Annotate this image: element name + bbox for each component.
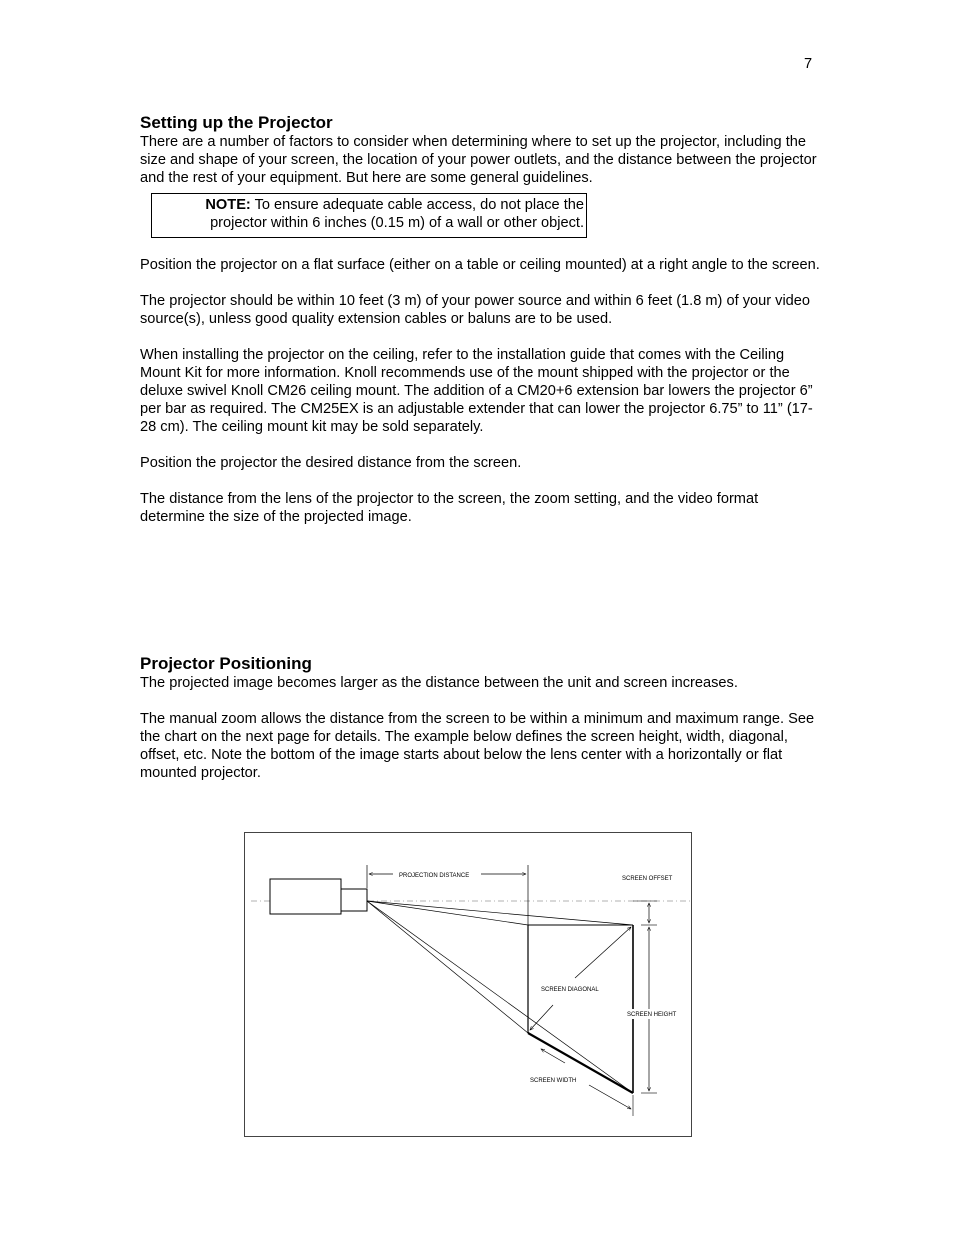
diagonal-arrow — [530, 1005, 553, 1030]
label-screen-width: SCREEN WIDTH — [530, 1078, 577, 1084]
paragraph: The projected image becomes larger as the distance between the unit and screen increases. — [140, 675, 738, 691]
label-screen-diagonal: SCREEN DIAGONAL — [541, 987, 599, 993]
section-heading-positioning: Projector Positioning — [140, 654, 312, 673]
note-text-line1: To ensure adequate cable access, do not place the — [250, 197, 584, 213]
intro-paragraph: There are a number of factors to consider when determining where to set up the projector, including the size and shape of your screen, the location of your power outlets, and the distance between the projector and the rest of your equipment. But here are some general guidelines. — [140, 134, 817, 186]
section-projector-positioning — [140, 654, 820, 782]
note-label: NOTE: — [205, 197, 251, 213]
label-screen-height: SCREEN HEIGHT — [627, 1012, 677, 1018]
note-box — [151, 193, 587, 238]
projection-ray — [367, 901, 633, 925]
section-setting-up — [140, 113, 820, 526]
page-number: 7 — [804, 56, 813, 72]
note-text-line2: projector within 6 inches (0.15 m) of a wall or other object. — [210, 215, 584, 231]
paragraph: Position the projector on a flat surface (either on a table or ceiling mounted) at a right angle to the screen. — [140, 257, 820, 273]
projection-ray — [367, 901, 633, 1093]
projection-diagram-svg — [245, 833, 693, 1138]
screen-bottom-edge — [528, 1033, 633, 1093]
projection-ray — [367, 901, 528, 1033]
paragraph: Position the projector the desired distance from the screen. — [140, 455, 522, 471]
paragraph: The manual zoom allows the distance from the screen to be within a minimum and maximum range. See the chart on the next page for details. The example below defines the screen height, width, diagonal, offset, etc. Note the bottom of the image starts about below the lens center with a horizontally or flat mounted projector. — [140, 711, 815, 781]
label-projection-distance: PROJECTION DISTANCE — [399, 873, 470, 879]
diagonal-arrow — [575, 927, 631, 978]
projector-lens — [341, 889, 367, 911]
projection-diagram — [244, 832, 692, 1137]
paragraph: The projector should be within 10 feet (3 m) of your power source and within 6 feet (1.8 m) of your video source(s), unless good quality extension cables or baluns are to be used. — [140, 293, 811, 327]
paragraph: The distance from the lens of the projector to the screen, the zoom setting, and the video format determine the size of the projected image. — [140, 491, 759, 525]
projector-body — [270, 879, 341, 914]
paragraph: When installing the projector on the ceiling, refer to the installation guide that comes with the Ceiling Mount Kit for more information. Knoll recommends use of the mount shipped with the projector or the deluxe swivel Knoll CM26 ceiling mount. The addition of a CM20+6 extension bar lowers the projector 6” per bar as required. The CM25EX is an adjustable extender that can lower the projector 6.75” to 11” (17-28 cm). The ceiling mount kit may be sold separately. — [140, 347, 813, 435]
section-heading-setting-up: Setting up the Projector — [140, 113, 333, 132]
label-screen-offset: SCREEN OFFSET — [622, 876, 673, 882]
